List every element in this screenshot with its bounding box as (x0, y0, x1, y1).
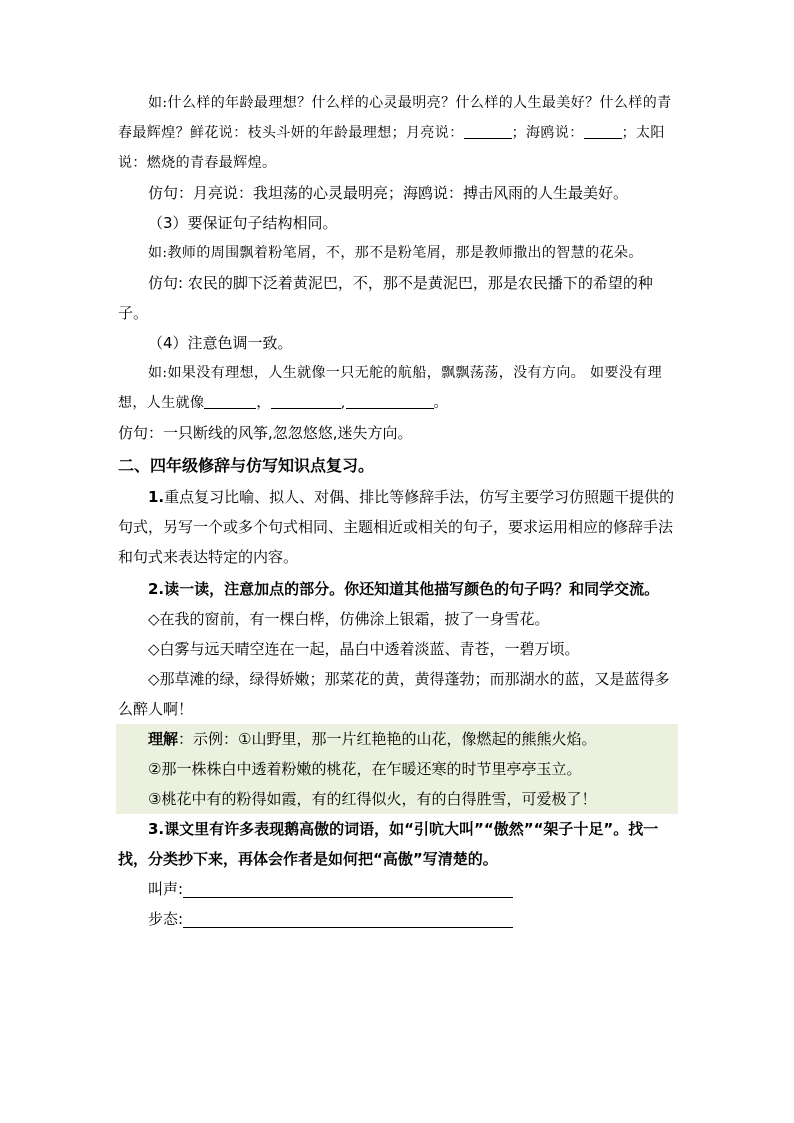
example-answer: 仿句：月亮说：我坦荡的心灵最明亮；海鸥说：搏击风雨的人生最美好。 (148, 184, 629, 202)
field-call-line[interactable] (183, 879, 513, 898)
example-question-line4: 说： (554, 125, 584, 141)
period: 。 (433, 395, 449, 411)
item1-text: 重点复习比喻、拟人、对偶、排比等修辞手法，仿写主要学习仿照题干提供的句式，另写一个或多个句式相同、主题相近或相关的句子，要求运用相应的修辞手法和句式来表达特定的内容。 (118, 488, 675, 566)
understand-line1 (118, 724, 676, 754)
blank-ideal-3 (346, 392, 434, 409)
comma-2: , (340, 395, 346, 411)
blank-moon (464, 122, 512, 139)
item3-heading: 3.课文里有许多表现鹅高傲的词语，如“引吭大叫”“傲然”“架子十足”。找一找，分类抄下来，再体会作者是如何把“高傲”写清楚的。 (118, 820, 659, 868)
comma-1: ， (256, 395, 271, 411)
example-ideal-line2: 没有理想，人生就像 (118, 365, 662, 411)
example-farmer-answer: 仿句: 农民的脚下泛着黄泥巴，不，那不是黄泥巴，那是农民播下的希望的种子。 (118, 274, 653, 322)
blank-seagull (584, 122, 622, 139)
point-structure: （3）要保证句子结构相同。 (148, 214, 338, 232)
example-question-line1: 如:什么样的年龄最理想？什么样的心灵最明亮？什么样的人生最美好？什 (148, 95, 614, 111)
blank-ideal-2 (271, 392, 341, 409)
item1-paragraph (118, 482, 676, 572)
example-ideal-line1: 如:如果没有理想，人生就像一只无舵的航船，飘飘荡荡，没有方向。 如要 (148, 365, 619, 381)
field-gait-label: 步态: (148, 910, 184, 928)
field-call (118, 874, 676, 904)
example-question-para (118, 88, 676, 178)
item1-number: 1. (148, 488, 165, 506)
example-question-line5: ；太阳说：燃烧的青春最辉煌。 (118, 125, 665, 171)
understand-example2: ②那一株株白中透着粉嫩的桃花，在乍暖还寒的时节里亭亭玉立。 (148, 760, 582, 778)
example-kite-answer: 仿句：一只断线的风筝,忽忽悠悠,迷失方向。 (118, 424, 413, 442)
example-ideal (118, 358, 676, 418)
understand-example3: ③桃花中有的粉得如霞，有的红得似火，有的白得胜雪，可爱极了！ (148, 790, 597, 808)
field-call-label: 叫声: (148, 880, 184, 898)
blank-ideal-1 (204, 392, 256, 409)
item2-heading: 2.读一读，注意加点的部分。你还知道其他描写颜色的句子吗？和同学交流。 (148, 580, 660, 598)
example-teacher: 如:教师的周围飘着粉笔屑，不，那不是粉笔屑，那是教师撒出的智慧的花朵。 (148, 245, 643, 261)
field-gait (118, 904, 676, 934)
understand-label: 理解 (148, 730, 179, 748)
example-question-line2: 么样的青春最辉煌？鲜花说：枝头斗妍的年龄最理想；月亮说： (118, 95, 672, 141)
understand-example1: ：示例：①山野里，那一片红艳艳的山花，像燃起的熊熊火焰。 (178, 730, 597, 748)
understand-box (116, 724, 678, 814)
sentence-grass: ◇那草滩的绿，绿得娇嫩；那菜花的黄，黄得蓬勃；而那湖水的蓝，又是蓝得多么醉人啊！ (118, 670, 670, 718)
sentence-fog: ◇白雾与远天晴空连在一起，晶白中透着淡蓝、青苍，一碧万顷。 (148, 640, 580, 658)
example-question-line3: ；海鸥 (511, 125, 555, 141)
field-gait-line[interactable] (183, 909, 513, 928)
document-content (118, 88, 676, 934)
point-tone: （4）注意色调一致。 (148, 334, 293, 352)
section-heading: 二、四年级修辞与仿写知识点复习。 (118, 456, 375, 475)
sentence-birch: ◇在我的窗前，有一棵白桦，仿佛涂上银霜，披了一身雪花。 (148, 610, 550, 628)
